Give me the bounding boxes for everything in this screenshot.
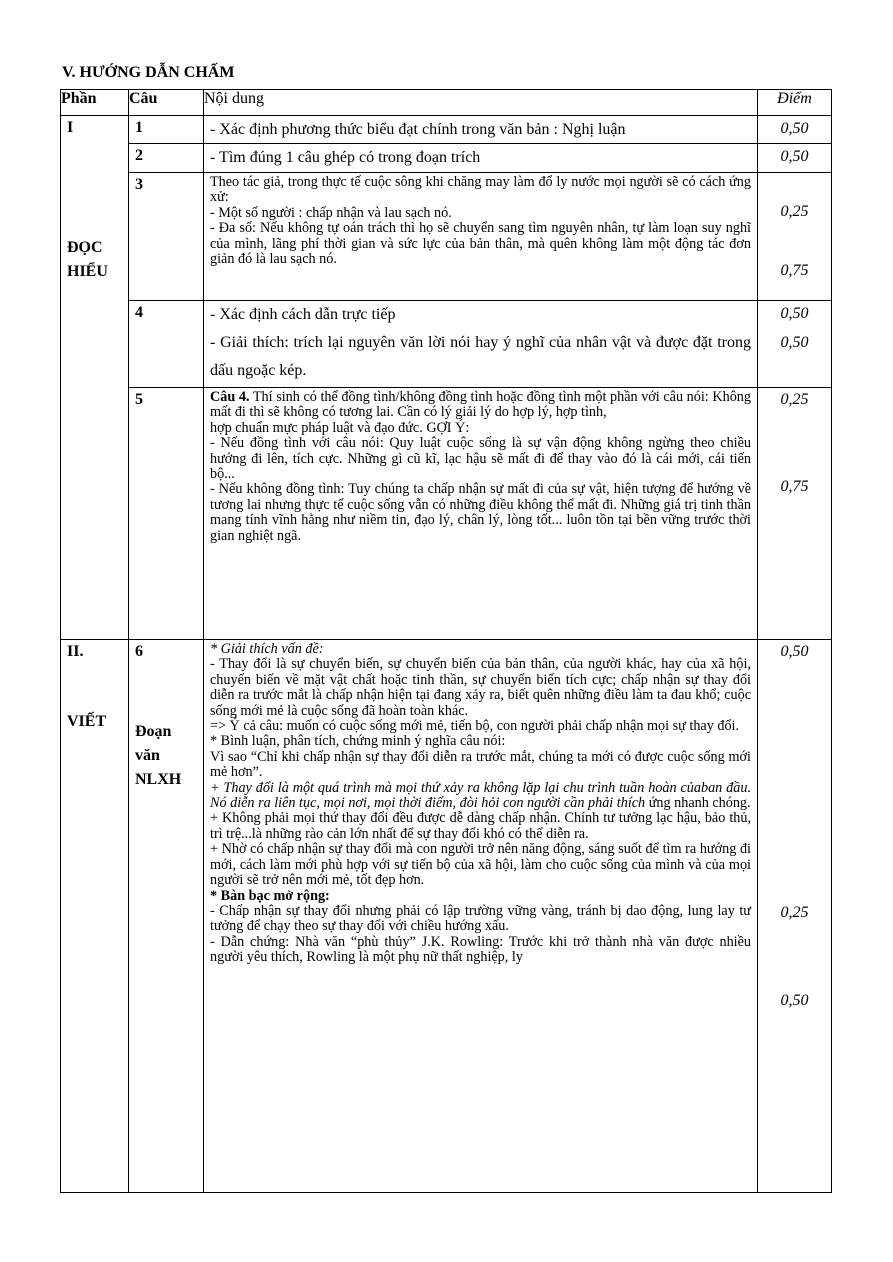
- score-value: 0,25: [780, 203, 809, 220]
- answer-line: - Giải thích: trích lại nguyên văn lời nói hay ý nghĩ của nhân vật và được đặt trong dấu ngoặc kép.: [210, 334, 751, 379]
- question-sub: văn: [135, 747, 160, 764]
- table-row: [61, 144, 832, 173]
- answer-text: - Dẫn chứng: Nhà văn “phù thủy” J.K. Rowling: Trước khi trở thành nhà văn được nhiều người yêu thích, Rowling là một phụ nữ thất nghiệp, ly: [210, 933, 751, 966]
- part-name: VIẾT: [67, 713, 107, 730]
- table-row: [61, 116, 832, 144]
- answer-text: - Chấp nhận sự thay đổi nhưng phải có lập trường vững vàng, tránh bị dao động, lung lay tư tưởng để chạy theo sự thay đổi với chiều hướng xấu.: [210, 902, 751, 935]
- score-value: 0,75: [780, 478, 809, 495]
- header-content: Nội dung: [204, 90, 758, 116]
- answer-text: Vì sao “Chỉ khi chấp nhận sự thay đổi diễn ra trước mắt, chúng ta mới có được cuộc sống mới mẻ hơn”.: [210, 748, 751, 781]
- part-label: II.: [67, 643, 84, 660]
- question-number: 4: [129, 301, 204, 388]
- header-score: Điểm: [758, 90, 832, 116]
- answer-text: + Không phải mọi thứ thay đổi đều được dễ dàng chấp nhận. Chính tư tưởng lạc hậu, bảo thủ, trì trệ...là những rào cản lớn nhất để sự thay đổi khó có thể diễn ra.: [210, 810, 751, 842]
- answer-text: ứng nhanh chóng.: [645, 795, 751, 812]
- score-value: 0,25: [780, 904, 809, 921]
- grading-table: [60, 89, 832, 1193]
- score-value: 0,25: [780, 391, 809, 408]
- answer-text: - Nếu đồng tình với câu nói: Quy luật cuộc sống là sự vận động không ngừng theo chiều hướng đi lên, tích cực. Những gì cũ kĩ, lạc hậu sẽ mất đi để thay vào đó là cái mới, cái tiến bộ...: [210, 435, 751, 483]
- part-label: I: [67, 119, 74, 136]
- header-part: Phần: [61, 90, 129, 116]
- score-value: 0,50: [758, 116, 832, 144]
- score-value: 0,50: [780, 334, 809, 351]
- part-name-line2: HIỂU: [67, 263, 108, 280]
- header-question: Câu: [129, 90, 204, 116]
- answer-content: [204, 640, 758, 1193]
- question-number: 3: [129, 173, 204, 301]
- answer-content: - Xác định phương thức biểu đạt chính trong văn bản : Nghị luận: [204, 116, 758, 144]
- answer-text: + Nhờ có chấp nhận sự thay đổi mà con người trở nên năng động, sáng suốt để tìm ra hướng đi mới, cách làm mới phù hợp với sự tiến bộ của xã hội, làm cho cuộc sống của mình và của mọi người sẽ trở nên mới mẻ, tốt đẹp hơn.: [210, 841, 751, 889]
- answer-heading: * Giải thích vấn đề:: [210, 641, 324, 657]
- answer-intro: Theo tác giả, trong thực tế cuộc sông khi chăng may làm đổ ly nước mọi người sẽ có cách ứng xử:: [210, 174, 751, 206]
- part-cell-2: [61, 640, 129, 1193]
- question-number: 6: [135, 643, 143, 660]
- answer-bullet: - Đa số: Nếu không tự oán trách thì họ sẽ chuyển sang tìm nguyên nhân, tự làm loạn suy nghĩ của mình, lãng phí thời gian và sức lực của bản thân, mà quên không làm một động tác đơn giản đó là lau sạch nó.: [210, 220, 751, 268]
- answer-line: - Xác định cách dẫn trực tiếp: [210, 306, 396, 323]
- answer-text: => Ý cả câu: muốn có cuộc sống mới mẻ, tiến bộ, con người phải chấp nhận mọi sự thay đổi.: [210, 718, 740, 735]
- table-row: [61, 640, 832, 1193]
- question-cell: [129, 640, 204, 1193]
- question-number: 2: [129, 144, 204, 173]
- section-title: V. HƯỚNG DẪN CHẤM: [62, 64, 235, 81]
- answer-content: [204, 301, 758, 388]
- question-number: 5: [129, 388, 204, 640]
- score-cell: [758, 301, 832, 388]
- score-value: 0,50: [780, 992, 809, 1009]
- score-value: 0,75: [780, 262, 809, 279]
- answer-heading: * Bàn bạc mở rộng:: [210, 887, 330, 904]
- score-cell: [758, 640, 832, 1193]
- table-row: [61, 301, 832, 388]
- answer-text: * Bình luận, phân tích, chứng minh ý nghĩa câu nói:: [210, 733, 506, 750]
- question-sub: NLXH: [135, 771, 182, 788]
- answer-bullet: - Một số người : chấp nhận và lau sạch nó.: [210, 204, 452, 221]
- answer-text-italic: + Thay đổi là một quá trình mà mọi thứ xảy ra không lặp lại chu trình tuần hoàn củaban đầu. Nó diễn ra liên tục, mọi nơi, mọi thời điểm, đòi hỏi con người cần phải thích: [210, 779, 751, 812]
- score-value: 0,50: [780, 643, 809, 660]
- part-name-line1: ĐỌC: [67, 239, 103, 256]
- table-header-row: [61, 90, 832, 116]
- answer-text: Thí sinh có thể đồng tình/không đồng tình hoặc đồng tình một phần với câu nói: Không mất đi thì sẽ không có tương lai. Cần có lý giải lý do hợp lý, hợp tình,: [210, 389, 751, 421]
- score-value: 0,50: [780, 305, 809, 322]
- question-number: 1: [129, 116, 204, 144]
- answer-lead: Câu 4.: [210, 389, 250, 405]
- answer-text: - Nếu không đồng tình: Tuy chúng ta chấp nhận sự mất đi của sự vật, hiện tượng để hướng về tương lai nhưng thực tế cuộc sống vẫn có những điều không thể mất đi. Những giá trị tinh thần mang tính vĩnh hằng như niềm tin, đạo lý, chân lý, lòng tốt... luôn tồn tại bền vững trước thời gian nghiệt ngã.: [210, 481, 751, 544]
- answer-content: - Tìm đúng 1 câu ghép có trong đoạn trích: [204, 144, 758, 173]
- answer-content: [204, 388, 758, 640]
- answer-text: hợp chuẩn mực pháp luật và đạo đức. GỢI Ý:: [210, 419, 470, 436]
- answer-text: - Thay đổi là sự chuyển biến, sự chuyển biến của bản thân, của người khác, hay của xã hội, chuyển biến về mặt vật chất hoặc tinh thần, sự chuyển biến tích cực; chấp nhận sự thay đổi diễn ra trước mắt là chấp nhận hiện tại đang xảy ra, biết quên những điều làm ta đau khổ; cuộc sống mới mẻ là cuộc sống đã hoàn toàn khác.: [210, 656, 751, 719]
- table-row: [61, 388, 832, 640]
- part-cell-1: [61, 116, 129, 640]
- score-value: 0,50: [758, 144, 832, 173]
- question-sub: Đoạn: [135, 723, 172, 740]
- score-cell: [758, 388, 832, 640]
- answer-content: [204, 173, 758, 301]
- score-cell: [758, 173, 832, 301]
- table-row: [61, 173, 832, 301]
